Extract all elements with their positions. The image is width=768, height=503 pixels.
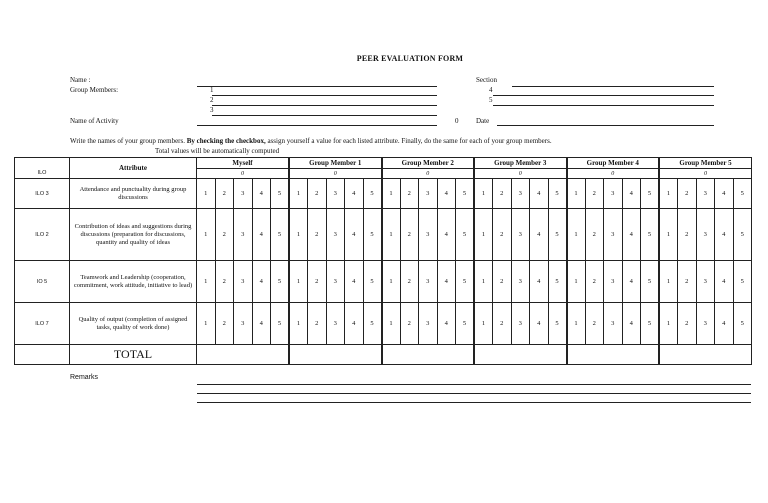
total-cell-4 <box>567 345 660 365</box>
score-option[interactable]: 4 <box>345 179 364 209</box>
score-option[interactable]: 2 <box>308 261 327 303</box>
score-option[interactable]: 3 <box>696 303 715 345</box>
score-option[interactable]: 4 <box>345 261 364 303</box>
score-option[interactable]: 3 <box>326 303 345 345</box>
activity-value: 0 <box>455 117 459 125</box>
score-option[interactable]: 3 <box>696 209 715 261</box>
score-option[interactable]: 4 <box>252 179 271 209</box>
score-option[interactable]: 5 <box>363 303 382 345</box>
score-option[interactable]: 2 <box>400 303 419 345</box>
score-option[interactable]: 4 <box>252 209 271 261</box>
score-option[interactable]: 2 <box>493 261 512 303</box>
score-option[interactable]: 1 <box>289 261 308 303</box>
score-option[interactable]: 1 <box>567 261 586 303</box>
score-option[interactable]: 5 <box>548 179 567 209</box>
score-option[interactable]: 2 <box>585 209 604 261</box>
score-option[interactable]: 4 <box>437 303 456 345</box>
score-option[interactable]: 3 <box>604 209 623 261</box>
date-label: Date <box>476 117 490 125</box>
score-option[interactable]: 4 <box>530 209 549 261</box>
score-option[interactable]: 4 <box>622 209 641 261</box>
score-option[interactable]: 3 <box>511 261 530 303</box>
score-option[interactable]: 1 <box>474 179 493 209</box>
score-option[interactable]: 5 <box>548 303 567 345</box>
total-ilo-blank <box>15 345 70 365</box>
score-option[interactable]: 4 <box>252 303 271 345</box>
member-3-field[interactable] <box>212 115 437 116</box>
total-cell-5 <box>659 345 752 365</box>
score-option[interactable]: 2 <box>678 261 697 303</box>
score-option[interactable]: 1 <box>382 261 401 303</box>
score-option[interactable]: 3 <box>326 209 345 261</box>
table-row <box>15 209 752 261</box>
total-cell-2 <box>382 345 475 365</box>
total-label: TOTAL <box>70 345 197 365</box>
score-option[interactable]: 5 <box>733 303 752 345</box>
member-number-3: 3 <box>210 106 214 114</box>
score-option[interactable]: 3 <box>511 179 530 209</box>
activity-label: Name of Activity <box>70 117 119 125</box>
score-option[interactable]: 3 <box>326 179 345 209</box>
score-option[interactable]: 5 <box>271 209 290 261</box>
score-option[interactable]: 2 <box>400 179 419 209</box>
score-option[interactable]: 4 <box>437 261 456 303</box>
score-option[interactable]: 4 <box>715 261 734 303</box>
ilo-cell: ILO 2 <box>15 209 70 261</box>
score-option[interactable]: 5 <box>456 303 475 345</box>
group-header-5: Group Member 5 <box>659 158 752 169</box>
member-number-1: 1 <box>210 86 214 94</box>
table-row <box>15 303 752 345</box>
score-option[interactable]: 4 <box>622 261 641 303</box>
score-option[interactable]: 4 <box>715 209 734 261</box>
score-option[interactable]: 1 <box>567 179 586 209</box>
score-option[interactable]: 4 <box>345 209 364 261</box>
group-header-0: Myself <box>197 158 290 169</box>
member-4-field[interactable] <box>493 95 714 96</box>
score-option[interactable]: 5 <box>271 261 290 303</box>
attribute-cell: Quality of output (completion of assigned tasks, quality of work done) <box>70 303 197 345</box>
score-option[interactable]: 2 <box>215 209 234 261</box>
score-option[interactable]: 2 <box>585 179 604 209</box>
section-label: Section <box>476 76 497 84</box>
score-option[interactable]: 3 <box>419 209 438 261</box>
score-option[interactable]: 3 <box>234 261 253 303</box>
member-5-field[interactable] <box>493 105 714 106</box>
score-option[interactable]: 1 <box>197 261 216 303</box>
score-option[interactable]: 2 <box>493 303 512 345</box>
group-header-2: Group Member 2 <box>382 158 475 169</box>
table-row <box>15 261 752 303</box>
ilo-header-spacer <box>15 158 70 169</box>
score-option[interactable]: 5 <box>363 261 382 303</box>
score-option[interactable]: 4 <box>437 179 456 209</box>
group-header-4: Group Member 4 <box>567 158 660 169</box>
score-option[interactable]: 5 <box>548 209 567 261</box>
member-2-field[interactable] <box>212 105 437 106</box>
instructions <box>70 137 552 145</box>
score-option[interactable]: 1 <box>289 209 308 261</box>
attribute-cell: Teamwork and Leadership (cooperation, commitment, work attitude, initiative to lead) <box>70 261 197 303</box>
score-option[interactable]: 3 <box>234 209 253 261</box>
score-option[interactable]: 4 <box>530 179 549 209</box>
ilo-header: ILO <box>15 169 70 179</box>
score-option[interactable]: 5 <box>271 303 290 345</box>
score-option[interactable]: 5 <box>456 209 475 261</box>
group-header-3: Group Member 3 <box>474 158 567 169</box>
score-option[interactable]: 2 <box>585 261 604 303</box>
total-row <box>15 345 752 365</box>
table-row <box>15 179 752 209</box>
score-option[interactable]: 5 <box>456 179 475 209</box>
score-option[interactable]: 1 <box>659 179 678 209</box>
score-option[interactable]: 5 <box>641 209 660 261</box>
score-option[interactable]: 4 <box>622 179 641 209</box>
score-option[interactable]: 5 <box>271 179 290 209</box>
score-option[interactable]: 5 <box>733 179 752 209</box>
activity-field[interactable] <box>197 125 437 126</box>
score-option[interactable]: 3 <box>234 303 253 345</box>
score-option[interactable]: 2 <box>678 179 697 209</box>
score-option[interactable]: 5 <box>641 261 660 303</box>
score-option[interactable]: 1 <box>659 209 678 261</box>
score-option[interactable]: 1 <box>382 303 401 345</box>
remarks-label: Remarks <box>70 374 99 381</box>
ilo-cell: ILO 3 <box>15 179 70 209</box>
instruction-bold: By checking the checkbox, <box>186 137 266 145</box>
attribute-cell: Contribution of ideas and suggestions during discussions (preparation for discussions, quantity and quality of ideas <box>70 209 197 261</box>
score-option[interactable]: 3 <box>696 261 715 303</box>
score-option[interactable]: 2 <box>678 303 697 345</box>
score-option[interactable]: 4 <box>530 261 549 303</box>
group-total-2: 0 <box>382 169 475 179</box>
score-option[interactable]: 3 <box>419 179 438 209</box>
score-option[interactable]: 3 <box>511 303 530 345</box>
score-option[interactable]: 5 <box>363 179 382 209</box>
score-option[interactable]: 1 <box>197 179 216 209</box>
score-option[interactable]: 1 <box>659 303 678 345</box>
score-option[interactable]: 4 <box>437 209 456 261</box>
score-option[interactable]: 1 <box>289 303 308 345</box>
score-option[interactable]: 1 <box>567 303 586 345</box>
group-members-label: Group Members: <box>70 86 119 94</box>
name-field[interactable] <box>197 86 437 87</box>
score-option[interactable]: 2 <box>308 179 327 209</box>
score-option[interactable]: 4 <box>530 303 549 345</box>
ilo-cell: ILO 7 <box>15 303 70 345</box>
member-number-5: 5 <box>489 96 493 104</box>
score-option[interactable]: 1 <box>289 179 308 209</box>
total-cell-3 <box>474 345 567 365</box>
score-option[interactable]: 3 <box>696 179 715 209</box>
date-field[interactable] <box>497 125 714 126</box>
score-option[interactable]: 3 <box>604 261 623 303</box>
member-number-2: 2 <box>210 96 214 104</box>
attribute-header: Attribute <box>70 158 197 179</box>
score-option[interactable]: 2 <box>493 179 512 209</box>
score-option[interactable]: 2 <box>308 209 327 261</box>
instructions-line-2: Total values will be automatically computed <box>155 147 280 155</box>
group-total-0: 0 <box>197 169 290 179</box>
total-cell-1 <box>289 345 382 365</box>
score-option[interactable]: 2 <box>585 303 604 345</box>
remarks-line-1[interactable] <box>197 384 751 385</box>
instruction-plain: Write the names of your group members. <box>70 137 187 145</box>
evaluation-table-body <box>15 158 752 365</box>
group-total-5: 0 <box>659 169 752 179</box>
score-option[interactable]: 3 <box>419 303 438 345</box>
score-option[interactable]: 1 <box>382 179 401 209</box>
remarks-line-2[interactable] <box>197 393 751 394</box>
score-option[interactable]: 4 <box>252 261 271 303</box>
score-option[interactable]: 3 <box>234 179 253 209</box>
ilo-cell: IO 5 <box>15 261 70 303</box>
score-option[interactable]: 4 <box>345 303 364 345</box>
score-option[interactable]: 3 <box>419 261 438 303</box>
score-option[interactable]: 5 <box>641 179 660 209</box>
score-option[interactable]: 3 <box>604 303 623 345</box>
score-option[interactable]: 2 <box>308 303 327 345</box>
score-option[interactable]: 5 <box>548 261 567 303</box>
group-total-3: 0 <box>474 169 567 179</box>
score-option[interactable]: 1 <box>382 209 401 261</box>
score-option[interactable]: 2 <box>400 261 419 303</box>
section-field[interactable] <box>512 86 714 87</box>
score-option[interactable]: 3 <box>511 209 530 261</box>
group-total-1: 0 <box>289 169 382 179</box>
member-1-field[interactable] <box>212 95 437 96</box>
remarks-line-3[interactable] <box>197 402 751 403</box>
score-option[interactable]: 1 <box>474 209 493 261</box>
instruction-rest: assign yourself a value for each listed attribute. Finally, do the same for each of your group members. <box>265 137 552 145</box>
attribute-cell: Attendance and punctuality during group discussions <box>70 179 197 209</box>
score-option[interactable]: 5 <box>456 261 475 303</box>
form-title: PEER EVALUATION FORM <box>356 54 464 63</box>
name-label: Name : <box>70 76 91 84</box>
score-option[interactable]: 1 <box>197 209 216 261</box>
score-option[interactable]: 2 <box>215 303 234 345</box>
score-option[interactable]: 4 <box>715 179 734 209</box>
score-option[interactable]: 5 <box>641 303 660 345</box>
score-option[interactable]: 5 <box>363 209 382 261</box>
group-header-row <box>15 158 752 169</box>
score-option[interactable]: 1 <box>197 303 216 345</box>
score-option[interactable]: 4 <box>622 303 641 345</box>
total-cell-0 <box>197 345 290 365</box>
score-option[interactable]: 3 <box>604 179 623 209</box>
score-option[interactable]: 5 <box>733 261 752 303</box>
score-option[interactable]: 1 <box>474 261 493 303</box>
score-option[interactable]: 2 <box>400 209 419 261</box>
score-option[interactable]: 2 <box>215 261 234 303</box>
score-option[interactable]: 1 <box>659 261 678 303</box>
evaluation-table <box>14 157 752 365</box>
member-number-4: 4 <box>489 86 493 94</box>
group-header-1: Group Member 1 <box>289 158 382 169</box>
score-option[interactable]: 2 <box>678 209 697 261</box>
score-option[interactable]: 1 <box>474 303 493 345</box>
group-total-4: 0 <box>567 169 660 179</box>
score-option[interactable]: 2 <box>215 179 234 209</box>
score-option[interactable]: 3 <box>326 261 345 303</box>
score-option[interactable]: 4 <box>715 303 734 345</box>
score-option[interactable]: 2 <box>493 209 512 261</box>
score-option[interactable]: 1 <box>567 209 586 261</box>
score-option[interactable]: 5 <box>733 209 752 261</box>
